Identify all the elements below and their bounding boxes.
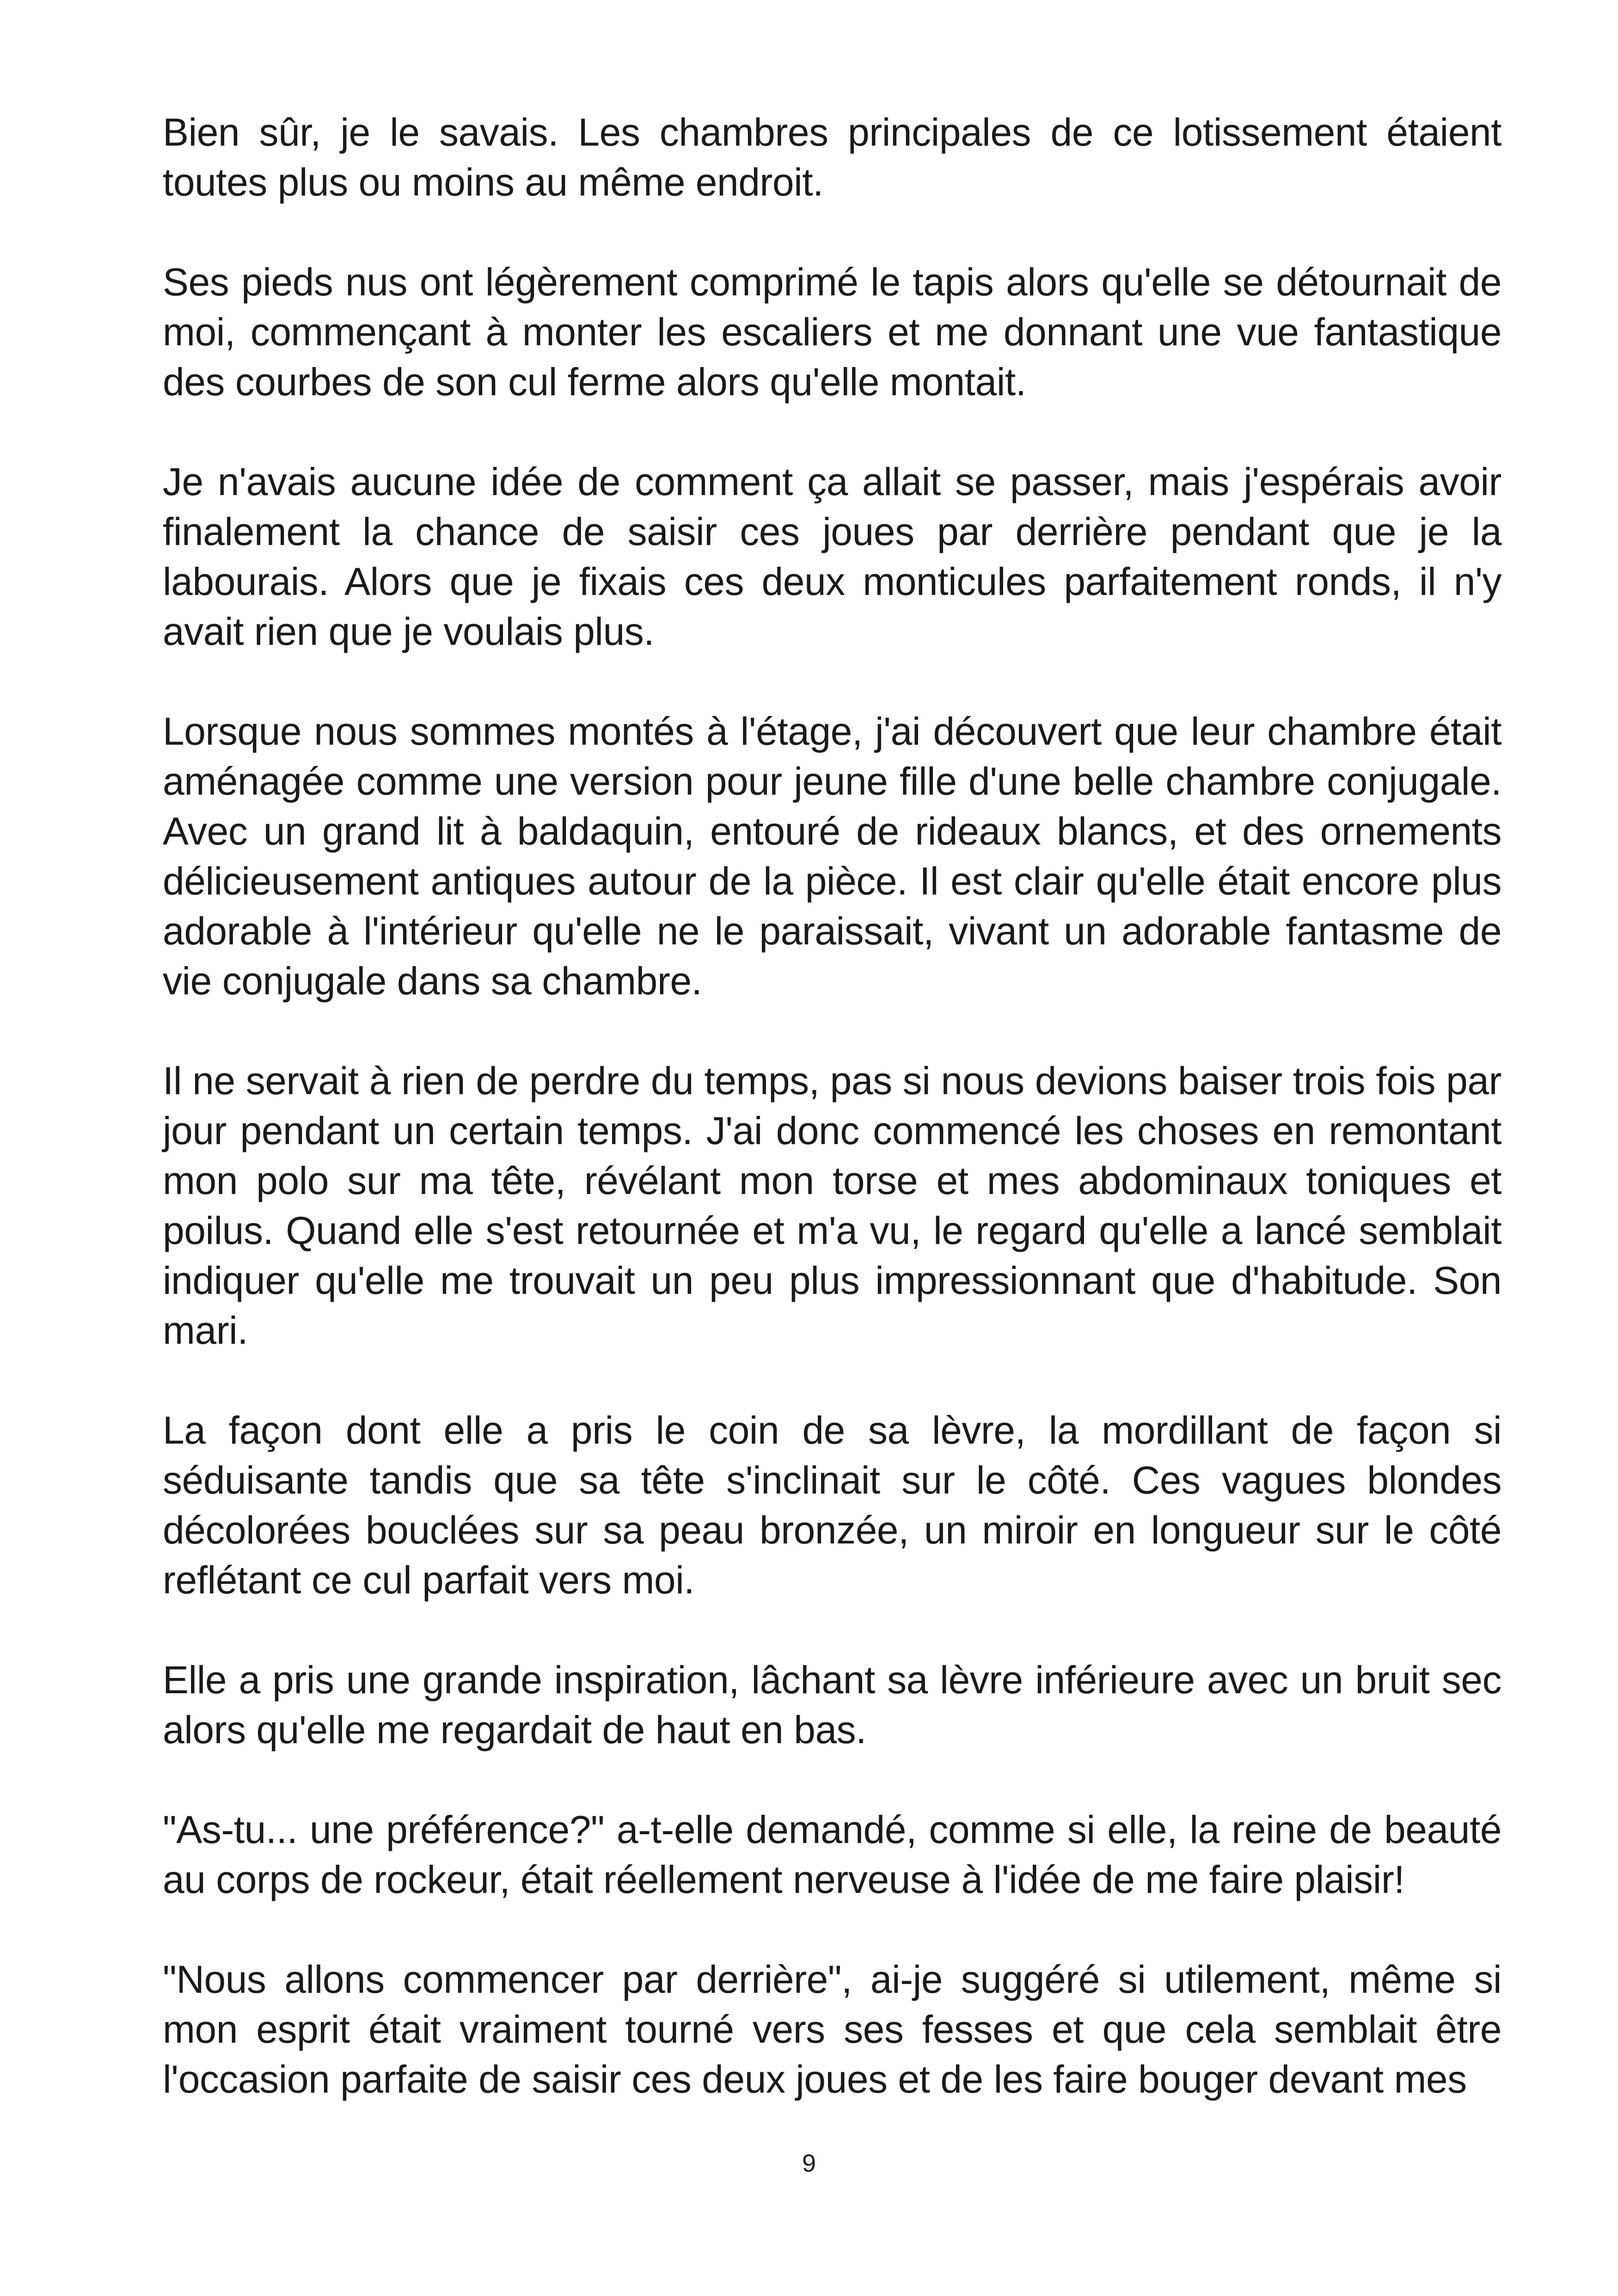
- paragraph-4: Lorsque nous sommes montés à l'étage, j'ai découvert que leur chambre était aménagée comme une version pour jeune fille d'une belle chambre conjugale. Avec un grand lit à baldaquin, entouré de rideaux blancs, et des ornements délicieusement antiques autour de la pièce. Il est clair qu'elle était encore plus adorable à l'intérieur qu'elle ne le paraissait, vivant un adorable fantasme de vie conjugale dans sa chambre.: [163, 710, 1502, 1003]
- page-number: 9: [802, 2149, 816, 2177]
- paragraph-1: Bien sûr, je le savais. Les chambres principales de ce lotissement étaient toutes plus ou moins au même endroit.: [163, 110, 1502, 204]
- paragraph-8: "As-tu... une préférence?" a-t-elle demandé, comme si elle, la reine de beauté au corps de rockeur, était réellement nerveuse à l'idée de me faire plaisir!: [163, 1808, 1502, 1901]
- body-text: [163, 107, 1502, 2154]
- paragraph-9: "Nous allons commencer par derrière", ai-je suggéré si utilement, même si mon esprit était vraiment tourné vers ses fesses et que cela semblait être l'occasion parfaite de saisir ces deux joues et de les faire bouger devant mes: [163, 1958, 1502, 2101]
- paragraph-5: Il ne servait à rien de perdre du temps, pas si nous devions baiser trois fois par jour pendant un certain temps. J'ai donc commencé les choses en remontant mon polo sur ma tête, révélant mon torse et mes abdominaux toniques et poilus. Quand elle s'est retournée et m'a vu, le regard qu'elle a lancé semblait indiquer qu'elle me trouvait un peu plus impressionnant que d'habitude. Son mari.: [163, 1059, 1502, 1352]
- paragraph-3: Je n'avais aucune idée de comment ça allait se passer, mais j'espérais avoir finalement la chance de saisir ces joues par derrière pendant que je la labourais. Alors que je fixais ces deux monticules parfaitement ronds, il n'y avait rien que je voulais plus.: [163, 460, 1502, 653]
- paragraph-2: Ses pieds nus ont légèrement comprimé le tapis alors qu'elle se détournait de moi, commençant à monter les escaliers et me donnant une vue fantastique des courbes de son cul ferme alors qu'elle montait.: [163, 260, 1502, 404]
- paragraph-7: Elle a pris une grande inspiration, lâchant sa lèvre inférieure avec un bruit sec alors qu'elle me regardait de haut en bas.: [163, 1658, 1502, 1751]
- paragraph-6: La façon dont elle a pris le coin de sa lèvre, la mordillant de façon si séduisante tandis que sa tête s'inclinait sur le côté. Ces vagues blondes décolorées bouclées sur sa peau bronzée, un miroir en longueur sur le côté reflétant ce cul parfait vers moi.: [163, 1408, 1502, 1602]
